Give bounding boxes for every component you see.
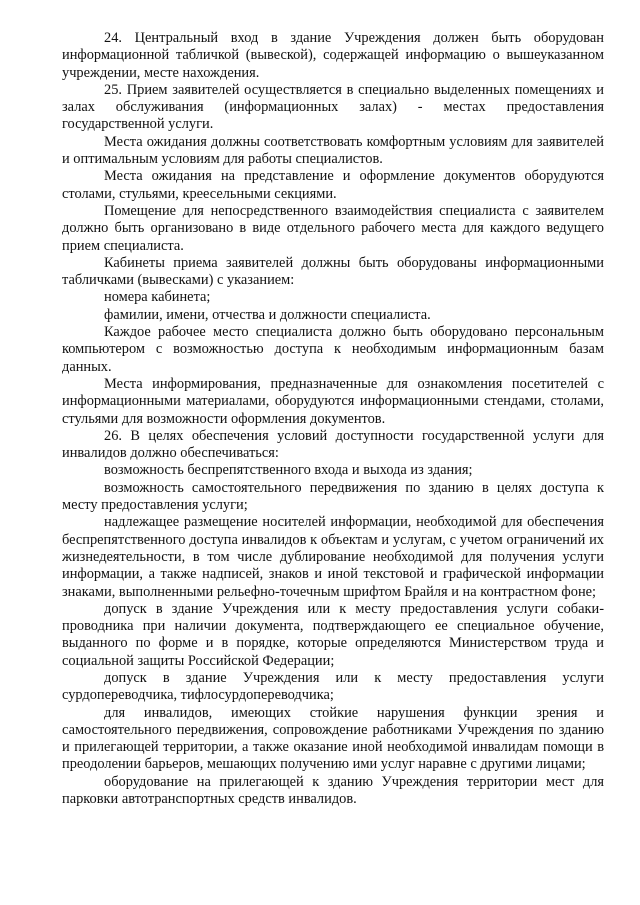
list-item-entry-exit: возможность беспрепятственного входа и выхода из здания;	[104, 462, 473, 479]
list-item-guide-dog: допуск в здание Учреждения или к месту предоставления услуги собаки-проводника при наличии документа, подтверждающего ее специальное обучение, выданного по форме и в порядке, которые определяются Министерством труда и социальной защиты Российской Федерации;	[62, 600, 604, 669]
list-item-escort-assistance: для инвалидов, имеющих стойкие нарушения функции зрения и самостоятельного передвижения, сопровождение работниками Учреждения по зданию и прилегающей территории, а также оказание иной необходимой инвалидам помощи в преодолении барьеров, мешающих получению ими услуг наравне с другими лицами;	[62, 704, 604, 773]
list-item-specialist-name: фамилии, имени, отчества и должности специалиста.	[104, 306, 431, 323]
paragraph-waiting-areas-comfort: Места ожидания должны соответствовать комфортным условиям для заявителей и оптимальным условиям для работы специалистов.	[62, 133, 604, 168]
paragraph-interaction-room: Помещение для непосредственного взаимодействия специалиста с заявителем должно быть организовано в виде отдельного рабочего места для каждого ведущего прием специалиста.	[62, 202, 604, 254]
list-item-parking: оборудование на прилегающей к зданию Учреждения территории мест для парковки автотранспортных средств инвалидов.	[62, 773, 604, 808]
document-page	[62, 30, 604, 808]
paragraph-26-accessibility: 26. В целях обеспечения условий доступности государственной услуги для инвалидов должно обеспечиваться:	[62, 427, 604, 462]
paragraph-workplace-computer: Каждое рабочее место специалиста должно быть оборудовано персональным компьютером с возможностью доступа к необходимым информационным базам данных.	[62, 324, 604, 375]
paragraph-information-stands: Места информирования, предназначенные для ознакомления посетителей с информационными материалами, оборудуются информационными стендами, столами, стульями для возможности оформления документов.	[62, 375, 604, 427]
paragraph-office-signs: Кабинеты приема заявителей должны быть оборудованы информационными табличками (вывесками) с указанием:	[62, 254, 604, 289]
list-item-room-number: номера кабинета;	[104, 289, 211, 306]
list-item-sign-interpreter: допуск в здание Учреждения или к месту предоставления услуги сурдопереводчика, тифлосурдопереводчика;	[62, 669, 604, 704]
paragraph-25-reception-halls: 25. Прием заявителей осуществляется в специально выделенных помещениях и залах обслуживания (информационных залах) - местах предоставления государственной услуги.	[62, 81, 604, 133]
list-item-information-placement: надлежащее размещение носителей информации, необходимой для обеспечения беспрепятственного доступа инвалидов к объектам и услугам, с учетом ограничений их жизнедеятельности, в том числе дублирование необходимой для получения услуги информации, а также надписей, знаков и иной текстовой и графической информации знаками, выполненными рельефно-точечным шрифтом Брайля и на контрастном фоне;	[62, 514, 604, 600]
list-item-independent-movement: возможность самостоятельного передвижения по зданию в целях доступа к месту предоставления услуги;	[62, 479, 604, 514]
paragraph-waiting-areas-furniture: Места ожидания на представление и оформление документов оборудуются столами, стульями, креесельными секциями.	[62, 168, 604, 202]
paragraph-24-entrance-sign: 24. Центральный вход в здание Учреждения должен быть оборудован информационной табличкой (вывеской), содержащей информацию о вышеуказанном учреждении, месте нахождения.	[62, 30, 604, 81]
